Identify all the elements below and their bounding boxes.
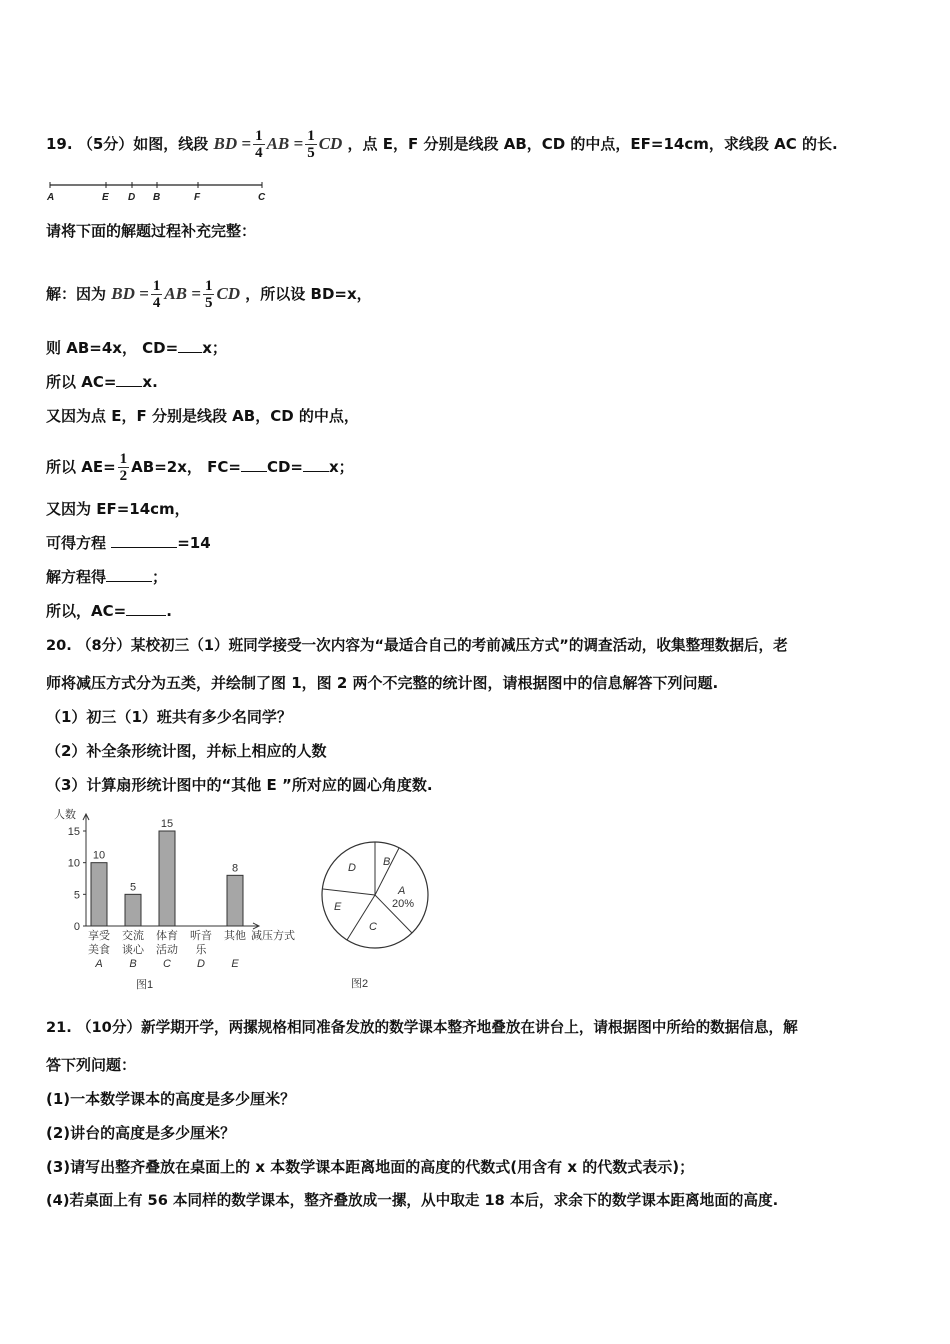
category-letter: E (231, 958, 239, 970)
fraction: $\frac{1}{4}$ (255, 128, 263, 161)
answer-blank[interactable] (126, 601, 166, 616)
chart-title: 图2 (351, 978, 369, 990)
category-label: 美食 (88, 944, 110, 956)
category-label: 体育 (156, 930, 178, 942)
point-label: C (258, 192, 266, 203)
question-number: 19. (46, 135, 73, 153)
q20-sub2: （2）补全条形统计图，并标上相应的人数 (46, 742, 327, 760)
q20-stem-line1: 20. （8分）某校初三（1）班同学接受一次内容为“最适合自己的考前减压方式”的调查活动，收集整理数据后，老 (46, 637, 788, 654)
bar (125, 894, 141, 926)
solution-prompt: 请将下面的解题过程补充完整： (46, 222, 257, 240)
formula-part: CD (318, 134, 343, 153)
category-label: 享受 (88, 930, 110, 942)
category-label: 听音 (190, 930, 212, 942)
question-score: （5分）如图，线段 (77, 135, 209, 153)
solution-step-7: 解方程得 ； (46, 568, 168, 586)
answer-blank[interactable] (111, 533, 177, 548)
q21-stem-line2: 答下列问题： (46, 1056, 137, 1074)
solution-step-3: 又因为点 E，F 分别是线段 AB，CD 的中点， (46, 407, 359, 425)
bar (159, 831, 175, 926)
category-letter: D (197, 958, 205, 970)
pie-label-c: C (369, 921, 377, 933)
bar-chart (44, 806, 314, 996)
point-label: F (194, 192, 201, 203)
pie-label-e: E (334, 901, 342, 913)
q21-sub3: (3)请写出整齐叠放在桌面上的 x 本数学课本距离地面的高度的代数式(用含有 x 的代数式表示)； (46, 1158, 695, 1176)
y-tick-label: 0 (73, 921, 80, 933)
category-letter: C (163, 958, 171, 970)
pie-annotation: 20% (392, 898, 415, 910)
answer-blank[interactable] (106, 567, 152, 582)
answer-blank[interactable] (241, 457, 267, 472)
answer-blank[interactable] (116, 372, 142, 387)
segment-figure (44, 178, 276, 206)
answer-blank[interactable] (178, 338, 202, 353)
pie-chart (316, 840, 434, 990)
y-tick-label: 15 (67, 826, 80, 838)
solution-step-1: 则 AB=4x， CD= x； (46, 339, 227, 357)
bar-value-label: 15 (160, 818, 174, 830)
bar (91, 863, 107, 926)
q21-sub4: (4)若桌面上有 56 本同样的数学课本，整齐叠放成一摞，从中取走 18 本后，求余下的数学课本距离地面的高度. (46, 1192, 779, 1209)
bar-value-label: 5 (129, 881, 137, 894)
bar (227, 875, 243, 926)
category-label: 活动 (156, 944, 178, 956)
solution-step-5: 又因为 EF=14cm， (46, 500, 190, 518)
point-label: E (102, 192, 109, 203)
question-text: ，点 E，F 分别是线段 AB，CD 的中点，EF=14cm，求线段 AC 的长. (347, 135, 838, 153)
chart-title: 图1 (136, 979, 154, 991)
solution-start: 解：因为 BD = $\frac{1}{4}$ AB = $\frac{1}{5}$ CD ，所以设 BD=x， (46, 278, 372, 311)
bar-value-label: 8 (231, 862, 239, 875)
category-letter: A (95, 958, 103, 970)
point-label: D (128, 192, 136, 203)
formula-part: BD = (213, 134, 252, 153)
q20-stem-line2: 师将减压方式分为五类，并绘制了图 1，图 2 两个不完整的统计图，请根据图中的信息解答下列问题. (46, 674, 719, 692)
pie-label-a: A (398, 885, 406, 897)
category-letter: B (129, 958, 137, 970)
q20-sub3: （3）计算扇形统计图中的“其他 E ”所对应的圆心角度数. (46, 776, 433, 794)
q19-stem (46, 128, 838, 161)
solution-step-6: 可得方程 =14 (46, 534, 211, 552)
q21-stem-line1: 21. （10分）新学期开学，两摞规格相同准备发放的数学课本整齐地叠放在讲台上，请根据图中所给的数据信息，解 (46, 1019, 798, 1036)
solution-step-2: 所以 AC= x. (46, 373, 158, 391)
q21-sub2: (2)讲台的高度是多少厘米？ (46, 1124, 236, 1142)
category-label: 乐 (195, 944, 207, 956)
x-axis-label: 减压方式 (251, 930, 295, 942)
q20-sub1: （1）初三（1）班共有多少名同学？ (46, 708, 292, 726)
y-axis-label: 人数 (54, 809, 76, 821)
pie-label-d: D (348, 862, 356, 874)
bar-value-label: 10 (92, 849, 106, 862)
point-label: A (47, 192, 55, 203)
q21-sub1: (1)一本数学课本的高度是多少厘米？ (46, 1090, 296, 1108)
fraction: $\frac{1}{5}$ (307, 128, 315, 161)
pie-label-b: B (383, 856, 391, 868)
solution-step-8: 所以，AC= . (46, 602, 172, 620)
y-tick-label: 10 (67, 857, 80, 870)
y-tick-label: 5 (73, 889, 80, 902)
category-label: 交流 (122, 930, 144, 942)
answer-blank[interactable] (303, 457, 329, 472)
category-label: 其他 (224, 930, 246, 942)
point-label: B (153, 192, 161, 203)
solution-step-4: 所以 AE= $\frac{1}{2}$ AB=2x， FC= CD= x； (46, 451, 354, 484)
category-label: 谈心 (122, 944, 144, 956)
formula-part: AB = (266, 134, 304, 153)
